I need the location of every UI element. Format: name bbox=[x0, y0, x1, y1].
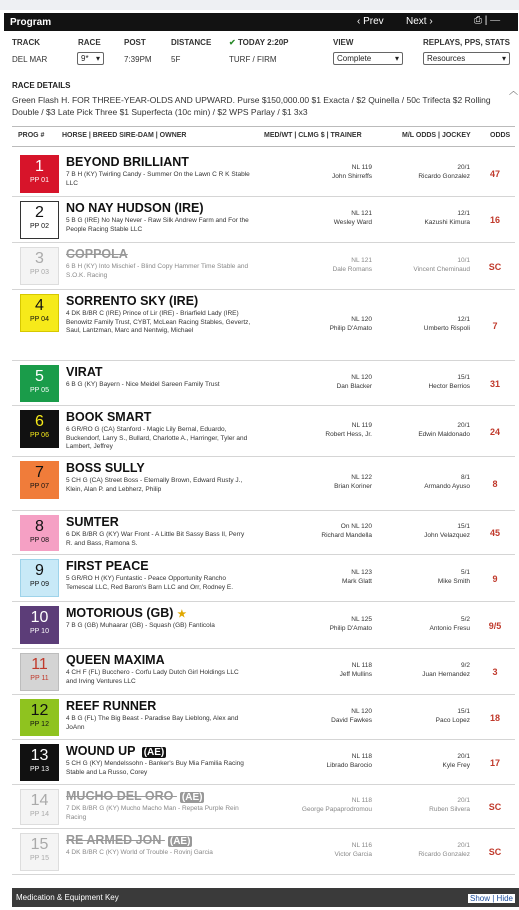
jockey: Umberto Rispoli bbox=[423, 324, 470, 332]
trainer: Brian Koriner bbox=[334, 482, 372, 490]
weight-trainer bbox=[262, 753, 372, 770]
ml-jockey bbox=[382, 569, 470, 586]
live-odds: 45 bbox=[489, 528, 500, 538]
horse-name[interactable] bbox=[66, 833, 192, 847]
surface-value: TURF / FIRM bbox=[229, 55, 277, 64]
race-value: 9* bbox=[81, 54, 89, 63]
weight: NL 118 bbox=[351, 662, 372, 669]
resources-value: Resources bbox=[427, 54, 466, 63]
runner-row[interactable] bbox=[12, 602, 515, 649]
chevron-down-icon: ▾ bbox=[394, 54, 399, 63]
ml-odds: 10/1 bbox=[457, 257, 470, 264]
next-label: Next bbox=[406, 16, 427, 27]
horse-name[interactable] bbox=[66, 559, 149, 573]
col-odds: ODDS bbox=[490, 132, 511, 139]
jockey: Kazushi Kimura bbox=[424, 218, 470, 226]
weight-trainer bbox=[262, 257, 372, 274]
weight: NL 120 bbox=[351, 374, 372, 381]
live-odds: 7 bbox=[492, 321, 498, 331]
live-odds: 31 bbox=[489, 379, 500, 389]
race-details-text: Green Flash H. FOR THREE-YEAR-OLDS AND UPWARD. Purse $150,000.00 $1 Exacta / $2 Quinella / 50c Trifecta $2 Rolling Double / $3 Late Pick Three $1 Superfecta (10c min) / $2 WPS Parlay / $1 3x3 bbox=[12, 95, 491, 117]
live-odds: 24 bbox=[489, 427, 500, 437]
trainer: Robert Hess, Jr. bbox=[325, 430, 372, 438]
col-med: MED/WT | CLMG $ | TRAINER bbox=[264, 132, 362, 139]
distance-label: DISTANCE bbox=[171, 38, 212, 47]
trainer: Dale Romans bbox=[332, 265, 372, 273]
ml-jockey bbox=[382, 316, 470, 333]
post-position: PP 14 bbox=[30, 811, 49, 818]
post-position: PP 04 bbox=[30, 316, 49, 323]
ml-odds: 5/1 bbox=[460, 569, 470, 576]
trainer: Librado Barocio bbox=[326, 761, 372, 769]
program-number: 7 bbox=[35, 464, 44, 481]
live-odds: SC bbox=[488, 847, 502, 857]
horse-name[interactable] bbox=[66, 201, 204, 215]
horse-details: 4 B G (FL) The Big Beast - Paradise Bay Lieblong, Alex and JoAnn bbox=[66, 715, 239, 731]
ml-jockey bbox=[382, 164, 470, 181]
program-title: Program bbox=[10, 16, 52, 28]
ml-jockey bbox=[382, 753, 470, 770]
program-number: 10 bbox=[30, 609, 49, 626]
ml-odds: 15/1 bbox=[457, 708, 470, 715]
horse-name[interactable] bbox=[66, 294, 198, 308]
ml-jockey bbox=[382, 708, 470, 725]
horse-details: 7 B G (GB) Muhaarar (GB) - Squash (GB) Fanticola bbox=[66, 622, 215, 629]
ml-jockey bbox=[382, 797, 470, 814]
trainer: George Papaprodromou bbox=[301, 805, 372, 813]
ml-odds: 20/1 bbox=[457, 164, 470, 171]
menu-icon[interactable]: ━ bbox=[490, 15, 501, 26]
post-position: PP 02 bbox=[30, 223, 49, 230]
weight-trainer bbox=[262, 842, 372, 859]
horse-name[interactable] bbox=[66, 365, 103, 379]
ml-odds: 8/1 bbox=[460, 474, 470, 481]
jockey: Ricardo Gonzalez bbox=[418, 172, 470, 180]
program-number: 3 bbox=[35, 250, 44, 267]
weight: NL 119 bbox=[351, 164, 372, 171]
trainer: Philip D'Amato bbox=[329, 324, 372, 332]
sh-separator: | bbox=[492, 894, 495, 903]
runner-row[interactable] bbox=[12, 785, 515, 829]
ae-badge: (AE) bbox=[169, 836, 191, 847]
horse-details: 6 B G (KY) Bayern - Nice Meidel Sareen Family Trust bbox=[66, 381, 220, 388]
post-position: PP 13 bbox=[30, 766, 49, 773]
weight: NL 120 bbox=[351, 708, 372, 715]
horse-details: 4 DK B/BR C (KY) World of Trouble - Rovinj Garcia bbox=[66, 849, 213, 856]
trainer: John Shirreffs bbox=[332, 172, 372, 180]
trainer: Richard Mandella bbox=[321, 531, 372, 539]
horse-details: 6 GR/RO G (CA) Stanford - Magic Lily Bernal, Eduardo, Buckendorf, Larry S., Bullard, Charlotte A., Harringer, Tyler and Lambert, Jeffrey bbox=[66, 426, 248, 450]
horse-name-text: NO NAY HUDSON (IRE) bbox=[66, 201, 204, 215]
horse-name-text: REEF RUNNER bbox=[66, 699, 157, 713]
horse-details: 7 B H (KY) Twirling Candy - Summer On the Lawn C R K Stable LLC bbox=[66, 171, 250, 187]
live-odds: 8 bbox=[492, 479, 498, 489]
col-horse: HORSE | BREED SIRE-DAM | OWNER bbox=[62, 132, 187, 139]
horse-details: 4 DK B/BR C (IRE) Prince of Lir (IRE) - Briarfield Lady (IRE) Benowitz Family Trust, CYBT, McLean Racing Stables, Gevertz, Saul, Lantzman, Marc and Nentwig, Michael bbox=[66, 310, 251, 334]
program-number-box bbox=[20, 365, 59, 402]
view-value: Complete bbox=[337, 54, 372, 63]
race-details-title: RACE DETAILS bbox=[12, 81, 71, 90]
weight: NL 125 bbox=[351, 616, 372, 623]
post-label: POST bbox=[124, 38, 146, 47]
ml-jockey bbox=[382, 523, 470, 540]
weight-trainer bbox=[262, 523, 372, 540]
jockey: Ruben Silvera bbox=[429, 805, 470, 813]
jockey: Hector Berrios bbox=[428, 382, 470, 390]
live-odds: 3 bbox=[492, 667, 498, 677]
post-position: PP 05 bbox=[30, 387, 49, 394]
weight: NL 121 bbox=[351, 210, 372, 217]
ae-badge: (AE) bbox=[181, 792, 203, 803]
program-number-box bbox=[20, 559, 59, 597]
ml-jockey bbox=[382, 374, 470, 391]
program-number: 13 bbox=[30, 747, 49, 764]
ml-odds: 15/1 bbox=[457, 523, 470, 530]
ml-odds: 20/1 bbox=[457, 842, 470, 849]
program-number: 8 bbox=[35, 518, 44, 535]
distance-value: 5F bbox=[171, 55, 181, 64]
horse-name-text: SORRENTO SKY (IRE) bbox=[66, 294, 199, 308]
live-odds: 47 bbox=[489, 169, 500, 179]
ml-odds: 12/1 bbox=[457, 210, 470, 217]
program-number: 2 bbox=[35, 204, 44, 221]
horse-details: 5 CH G (KY) Mendelssohn - Banker's Buy Mia Familia Racing Stable and La Russo, Corey bbox=[66, 760, 244, 776]
horse-details: 7 DK B/BR G (KY) Mucho Macho Man - Repeta Purple Rein Racing bbox=[66, 805, 239, 821]
program-number: 9 bbox=[35, 562, 44, 579]
runner-row[interactable] bbox=[12, 290, 515, 361]
program-number-box bbox=[20, 294, 59, 332]
star-icon: ★ bbox=[177, 609, 187, 620]
trainer: David Fawkes bbox=[331, 716, 372, 724]
horse-name[interactable] bbox=[66, 606, 186, 620]
horse-name[interactable] bbox=[66, 699, 156, 713]
chevron-down-icon: ▾ bbox=[501, 54, 506, 63]
horse-name-text: SUMTER bbox=[66, 515, 119, 529]
horse-details: 4 CH F (FL) Bucchero - Corfu Lady Dutch Girl Holdings LLC and Irving Ventures LLC bbox=[66, 669, 239, 685]
race-label: RACE bbox=[78, 38, 101, 47]
program-number-box bbox=[20, 515, 59, 551]
live-odds: SC bbox=[488, 262, 502, 272]
runner-row[interactable] bbox=[12, 555, 515, 602]
program-number: 1 bbox=[35, 158, 44, 175]
race-select[interactable] bbox=[77, 52, 104, 65]
chevron-up-icon[interactable]: ︿ bbox=[509, 86, 519, 96]
post-position: PP 01 bbox=[30, 177, 49, 184]
weight-trainer bbox=[262, 708, 372, 725]
horse-name[interactable] bbox=[66, 789, 204, 803]
jockey: Paco Lopez bbox=[435, 716, 470, 724]
post-position: PP 10 bbox=[30, 628, 49, 635]
trainer: Mark Glatt bbox=[342, 577, 372, 585]
horse-name[interactable] bbox=[66, 744, 166, 758]
program-number-box bbox=[20, 653, 59, 691]
runner-row[interactable] bbox=[12, 740, 515, 785]
view-label: VIEW bbox=[333, 38, 354, 47]
runner-row[interactable] bbox=[12, 457, 515, 511]
weight-trainer bbox=[262, 569, 372, 586]
next-race-button[interactable]: Next › bbox=[406, 16, 433, 27]
ml-odds: 12/1 bbox=[457, 316, 470, 323]
weight-trainer bbox=[262, 316, 372, 333]
weight: On NL 120 bbox=[340, 523, 372, 530]
show-link[interactable]: Show bbox=[469, 894, 490, 903]
jockey: Ricardo Gonzalez bbox=[418, 850, 470, 858]
horse-name[interactable] bbox=[66, 410, 151, 424]
weight: NL 116 bbox=[351, 842, 372, 849]
ml-odds: 20/1 bbox=[457, 422, 470, 429]
program-header-bar bbox=[4, 13, 518, 31]
program-number: 4 bbox=[35, 297, 44, 314]
horse-name[interactable] bbox=[66, 247, 128, 261]
ml-odds: 9/2 bbox=[460, 662, 470, 669]
weight: NL 118 bbox=[351, 797, 372, 804]
live-odds: 18 bbox=[489, 713, 500, 723]
live-odds: 16 bbox=[489, 215, 500, 225]
post-position: PP 09 bbox=[30, 581, 49, 588]
ml-jockey bbox=[382, 662, 470, 679]
hide-link[interactable]: Hide bbox=[496, 894, 513, 903]
weight: NL 118 bbox=[351, 753, 372, 760]
program-number-box bbox=[20, 606, 59, 644]
runner-row[interactable] bbox=[12, 151, 515, 197]
program-number: 14 bbox=[30, 792, 49, 809]
weight-trainer bbox=[262, 616, 372, 633]
post-position: PP 11 bbox=[30, 675, 49, 682]
runner-row[interactable] bbox=[12, 406, 515, 457]
check-circle-icon: ✔ bbox=[229, 38, 236, 47]
horse-name-text: MUCHO DEL ORO bbox=[66, 789, 174, 803]
trainer: Wesley Ward bbox=[333, 218, 372, 226]
program-number-box bbox=[20, 461, 59, 499]
header-separator: | bbox=[484, 15, 488, 26]
col-ml: M/L ODDS | JOCKEY bbox=[402, 132, 471, 139]
prev-label: Prev bbox=[363, 16, 384, 27]
horse-details: 5 CH G (CA) Street Boss - Eternally Brown, Edward Rusty J., Klein, Alan P. and Lebherz, Philip bbox=[66, 477, 243, 493]
runner-row[interactable] bbox=[12, 361, 515, 406]
track-value: DEL MAR bbox=[12, 55, 48, 64]
program-number-box bbox=[20, 833, 59, 871]
ml-odds: 5/2 bbox=[460, 616, 470, 623]
today-label bbox=[229, 38, 288, 47]
horse-details: 6 DK B/BR G (KY) War Front - A Little Bit Sassy Bass II, Perry R. and Bass, Ramona S. bbox=[66, 531, 245, 547]
program-number-box bbox=[20, 699, 59, 736]
live-odds: 9/5 bbox=[488, 621, 502, 631]
post-position: PP 15 bbox=[30, 855, 49, 862]
replays-label: REPLAYS, PPS, STATS bbox=[423, 38, 510, 47]
jockey: Vincent Cheminaud bbox=[413, 265, 470, 273]
horse-name-text: WOUND UP bbox=[66, 744, 136, 758]
program-number-box bbox=[20, 744, 59, 781]
print-icon[interactable]: ⎙ bbox=[474, 15, 482, 26]
horse-name-text: FIRST PEACE bbox=[66, 559, 149, 573]
weight: NL 122 bbox=[351, 474, 372, 481]
horse-details: 5 GR/RO H (KY) Funtastic - Peace Opportunity Rancho Temescal LLC, Red Baron's Barn LLC and Orr, Rodney E. bbox=[66, 575, 234, 591]
chevron-down-icon: ▾ bbox=[95, 54, 100, 63]
ml-jockey bbox=[382, 842, 470, 859]
resources-select[interactable] bbox=[423, 52, 510, 65]
ml-jockey bbox=[382, 257, 470, 274]
header-icons bbox=[474, 15, 500, 26]
ml-jockey bbox=[382, 474, 470, 491]
program-number: 15 bbox=[30, 836, 49, 853]
post-position: PP 03 bbox=[30, 269, 49, 276]
jockey: Antonio Fresu bbox=[429, 624, 470, 632]
post-value: 7:39PM bbox=[124, 55, 152, 64]
horse-details: 6 B H (KY) Into Mischief - Blind Copy Hammer Time Stable and S.O.K. Racing bbox=[66, 263, 249, 279]
col-prog: PROG # bbox=[18, 132, 45, 139]
jockey: Armando Ayuso bbox=[424, 482, 470, 490]
post-position: PP 06 bbox=[30, 432, 49, 439]
weight: NL 119 bbox=[351, 422, 372, 429]
horse-name-text: RE ARMED JON bbox=[66, 833, 162, 847]
medication-key-title: Medication & Equipment Key bbox=[16, 893, 119, 902]
runner-row[interactable] bbox=[12, 511, 515, 555]
trainer: Jeff Mullins bbox=[339, 670, 372, 678]
live-odds: 9 bbox=[492, 574, 498, 584]
horse-name-text: BOOK SMART bbox=[66, 410, 152, 424]
program-number: 5 bbox=[35, 368, 44, 385]
today-text: TODAY 2:20P bbox=[237, 38, 289, 47]
weight-trainer bbox=[262, 422, 372, 439]
program-number-box bbox=[20, 201, 59, 239]
ml-jockey bbox=[382, 422, 470, 439]
horse-name-text: VIRAT bbox=[66, 365, 103, 379]
trainer: Philip D'Amato bbox=[329, 624, 372, 632]
live-odds: SC bbox=[488, 802, 502, 812]
prev-race-button[interactable]: ‹ Prev bbox=[357, 16, 384, 27]
post-position: PP 12 bbox=[30, 721, 49, 728]
trainer: Victor Garcia bbox=[334, 850, 372, 858]
weight: NL 121 bbox=[351, 257, 372, 264]
jockey: Kyle Frey bbox=[442, 761, 470, 769]
runner-row[interactable] bbox=[12, 829, 515, 875]
show-hide-toggle[interactable] bbox=[468, 894, 515, 903]
weight-trainer bbox=[262, 210, 372, 227]
ml-jockey bbox=[382, 616, 470, 633]
program-number-box bbox=[20, 789, 59, 825]
program-number-box bbox=[20, 247, 59, 285]
ml-jockey bbox=[382, 210, 470, 227]
browser-top-strip bbox=[0, 0, 519, 10]
post-position: PP 08 bbox=[30, 537, 49, 544]
horse-name[interactable] bbox=[66, 461, 145, 475]
post-position: PP 07 bbox=[30, 483, 49, 490]
horse-name-text: MOTORIOUS (GB) bbox=[66, 606, 174, 620]
runner-row[interactable] bbox=[12, 649, 515, 695]
divider bbox=[12, 146, 515, 147]
runner-row[interactable] bbox=[12, 695, 515, 740]
program-number: 12 bbox=[30, 702, 49, 719]
ml-odds: 20/1 bbox=[457, 753, 470, 760]
runner-row[interactable] bbox=[12, 197, 515, 243]
jockey: Juan Hernandez bbox=[422, 670, 470, 678]
view-select[interactable] bbox=[333, 52, 403, 65]
medication-key-bar bbox=[12, 888, 519, 907]
ae-badge: (AE) bbox=[143, 747, 165, 758]
program-number-box bbox=[20, 155, 59, 193]
ml-odds: 15/1 bbox=[457, 374, 470, 381]
program-number: 11 bbox=[31, 656, 48, 673]
horse-name-text: QUEEN MAXIMA bbox=[66, 653, 165, 667]
horse-name-text: BOSS SULLY bbox=[66, 461, 145, 475]
horse-name[interactable] bbox=[66, 653, 165, 667]
weight-trainer bbox=[262, 164, 372, 181]
jockey: John Velazquez bbox=[424, 531, 470, 539]
weight-trainer bbox=[262, 662, 372, 679]
horse-name[interactable] bbox=[66, 155, 189, 169]
horse-name-text: COPPOLA bbox=[66, 247, 128, 261]
weight: NL 123 bbox=[351, 569, 372, 576]
live-odds: 17 bbox=[489, 758, 500, 768]
jockey: Edwin Maldonado bbox=[418, 430, 470, 438]
trainer: Dan Blacker bbox=[336, 382, 372, 390]
jockey: Mike Smith bbox=[437, 577, 470, 585]
weight: NL 120 bbox=[351, 316, 372, 323]
ml-odds: 20/1 bbox=[457, 797, 470, 804]
horse-details: 5 B G (IRE) No Nay Never - Raw Silk Andrew Farm and For the People Racing Stable LLC bbox=[66, 217, 249, 233]
horse-name[interactable] bbox=[66, 515, 119, 529]
runner-row[interactable] bbox=[12, 243, 515, 290]
program-number-box bbox=[20, 410, 59, 448]
weight-trainer bbox=[262, 474, 372, 491]
horse-name-text: BEYOND BRILLIANT bbox=[66, 155, 189, 169]
program-number: 6 bbox=[35, 413, 44, 430]
divider bbox=[12, 126, 515, 127]
weight-trainer bbox=[262, 797, 372, 814]
track-label: TRACK bbox=[12, 38, 40, 47]
weight-trainer bbox=[262, 374, 372, 391]
